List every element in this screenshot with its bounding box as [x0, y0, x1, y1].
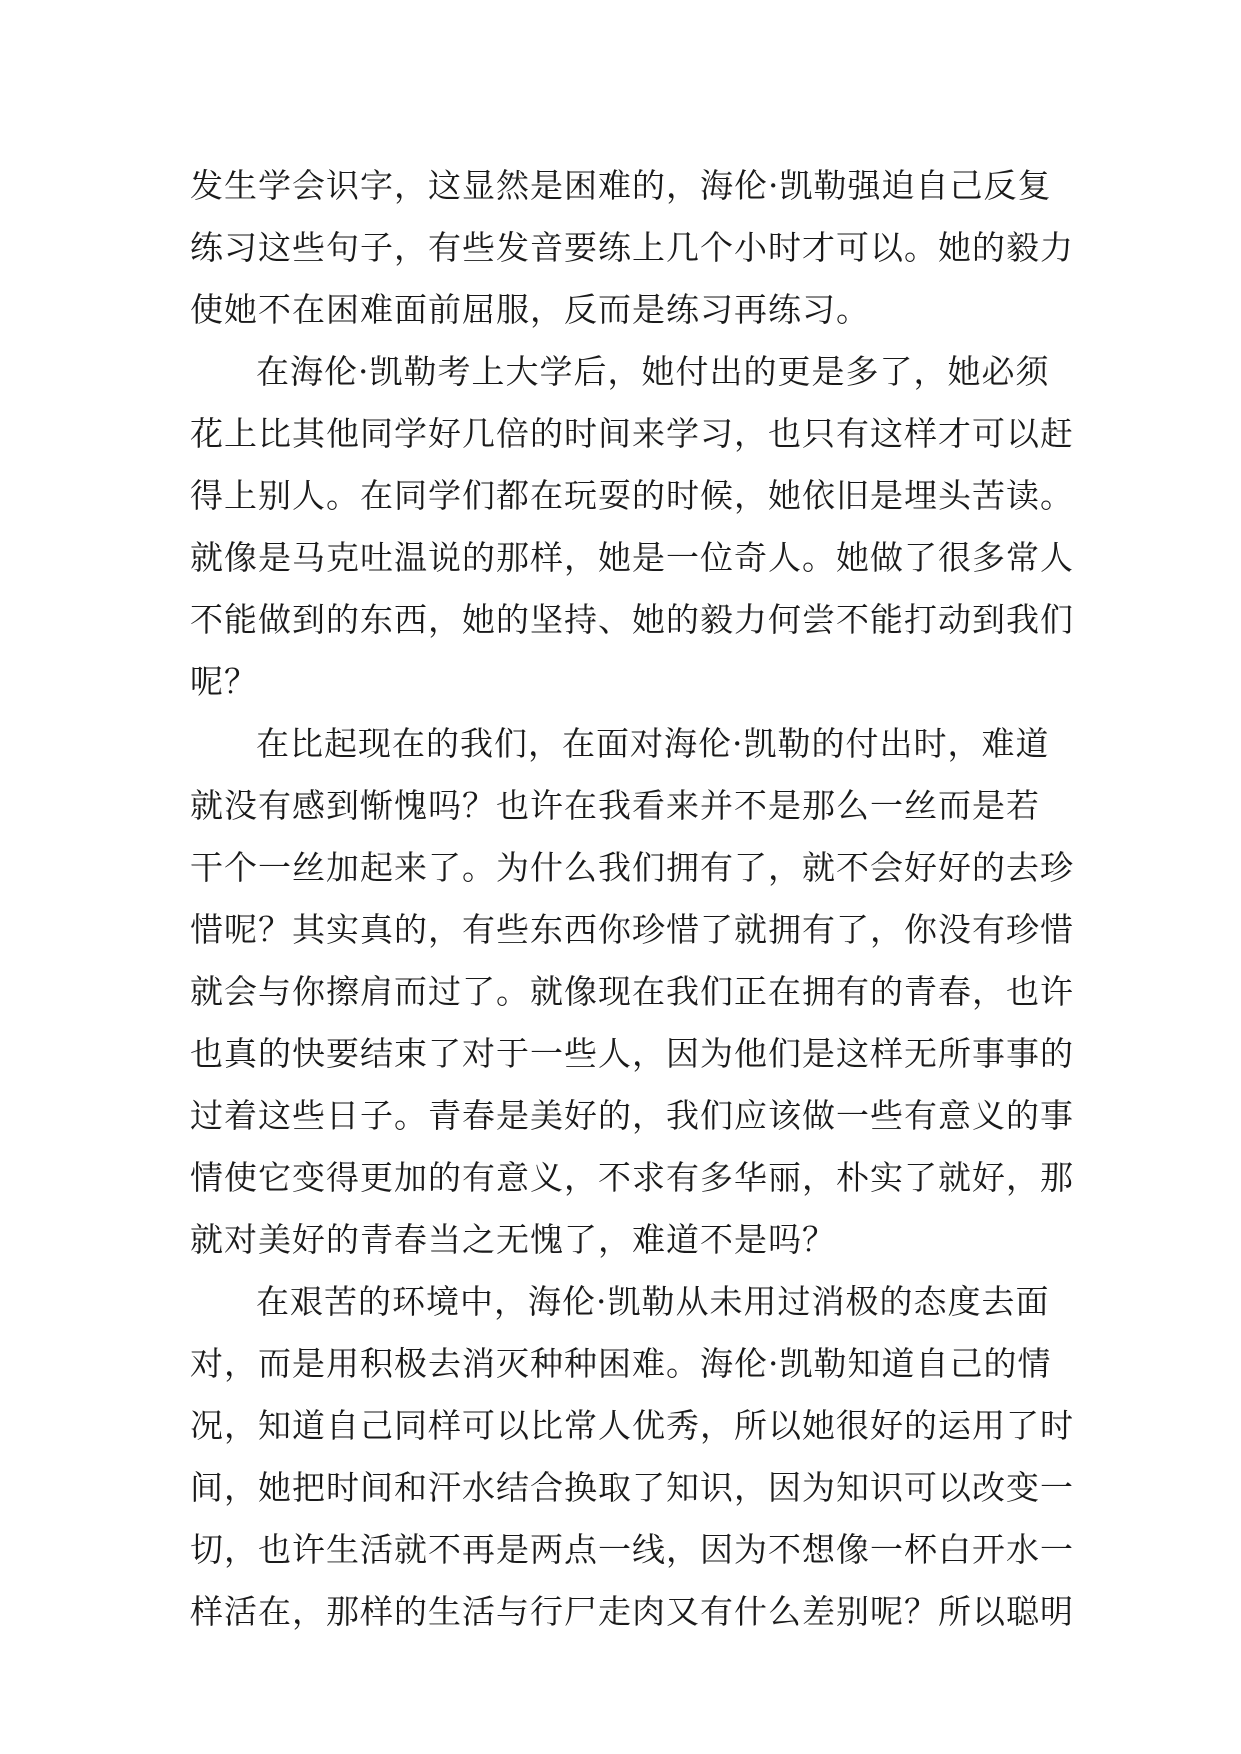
text-line: 在比起现在的我们，在面对海伦·凯勒的付出时，难道 — [256, 724, 1050, 763]
text-line: 惜呢？其实真的，有些东西你珍惜了就拥有了，你没有珍惜 — [190, 910, 1074, 949]
paragraph-3 — [190, 713, 1074, 1271]
text-line: 就对美好的青春当之无愧了，难道不是吗？ — [190, 1220, 836, 1259]
paragraph-4 — [190, 1271, 1074, 1643]
text-line: 不能做到的东西，她的坚持、她的毅力何尝不能打动到我们 — [190, 600, 1074, 639]
text-line: 就会与你擦肩而过了。就像现在我们正在拥有的青春，也许 — [190, 972, 1074, 1011]
text-line: 发生学会识字，这显然是困难的，海伦·凯勒强迫自己反复 — [190, 166, 1052, 205]
text-line: 样活在，那样的生活与行尸走肉又有什么差别呢？所以聪明 — [190, 1592, 1074, 1631]
text-line: 得上别人。在同学们都在玩耍的时候，她依旧是埋头苦读。 — [190, 476, 1074, 515]
text-line: 在海伦·凯勒考上大学后，她付出的更是多了，她必须 — [256, 352, 1050, 391]
text-line: 练习这些句子，有些发音要练上几个小时才可以。她的毅力 — [190, 228, 1074, 267]
text-line: 呢？ — [190, 662, 258, 701]
paragraph-1 — [190, 155, 1074, 341]
text-line: 就像是马克吐温说的那样，她是一位奇人。她做了很多常人 — [190, 538, 1074, 577]
text-line: 干个一丝加起来了。为什么我们拥有了，就不会好好的去珍 — [190, 848, 1074, 887]
text-line: 对，而是用积极去消灭种种困难。海伦·凯勒知道自己的情 — [190, 1344, 1052, 1383]
text-line: 花上比其他同学好几倍的时间来学习，也只有这样才可以赶 — [190, 414, 1074, 453]
text-line: 使她不在困难面前屈服，反而是练习再练习。 — [190, 290, 870, 329]
text-line: 过着这些日子。青春是美好的，我们应该做一些有意义的事 — [190, 1096, 1074, 1135]
text-line: 间，她把时间和汗水结合换取了知识，因为知识可以改变一 — [190, 1468, 1074, 1507]
text-line: 在艰苦的环境中，海伦·凯勒从未用过消极的态度去面 — [256, 1282, 1050, 1321]
text-line: 情使它变得更加的有意义，不求有多华丽，朴实了就好，那 — [190, 1158, 1074, 1197]
text-line: 也真的快要结束了对于一些人，因为他们是这样无所事事的 — [190, 1034, 1074, 1073]
text-line: 切，也许生活就不再是两点一线，因为不想像一杯白开水一 — [190, 1530, 1074, 1569]
text-line: 就没有感到惭愧吗？也许在我看来并不是那么一丝而是若 — [190, 786, 1040, 825]
paragraph-2 — [190, 341, 1074, 713]
text-line: 况，知道自己同样可以比常人优秀，所以她很好的运用了时 — [190, 1406, 1074, 1445]
document-body — [190, 155, 1074, 1643]
